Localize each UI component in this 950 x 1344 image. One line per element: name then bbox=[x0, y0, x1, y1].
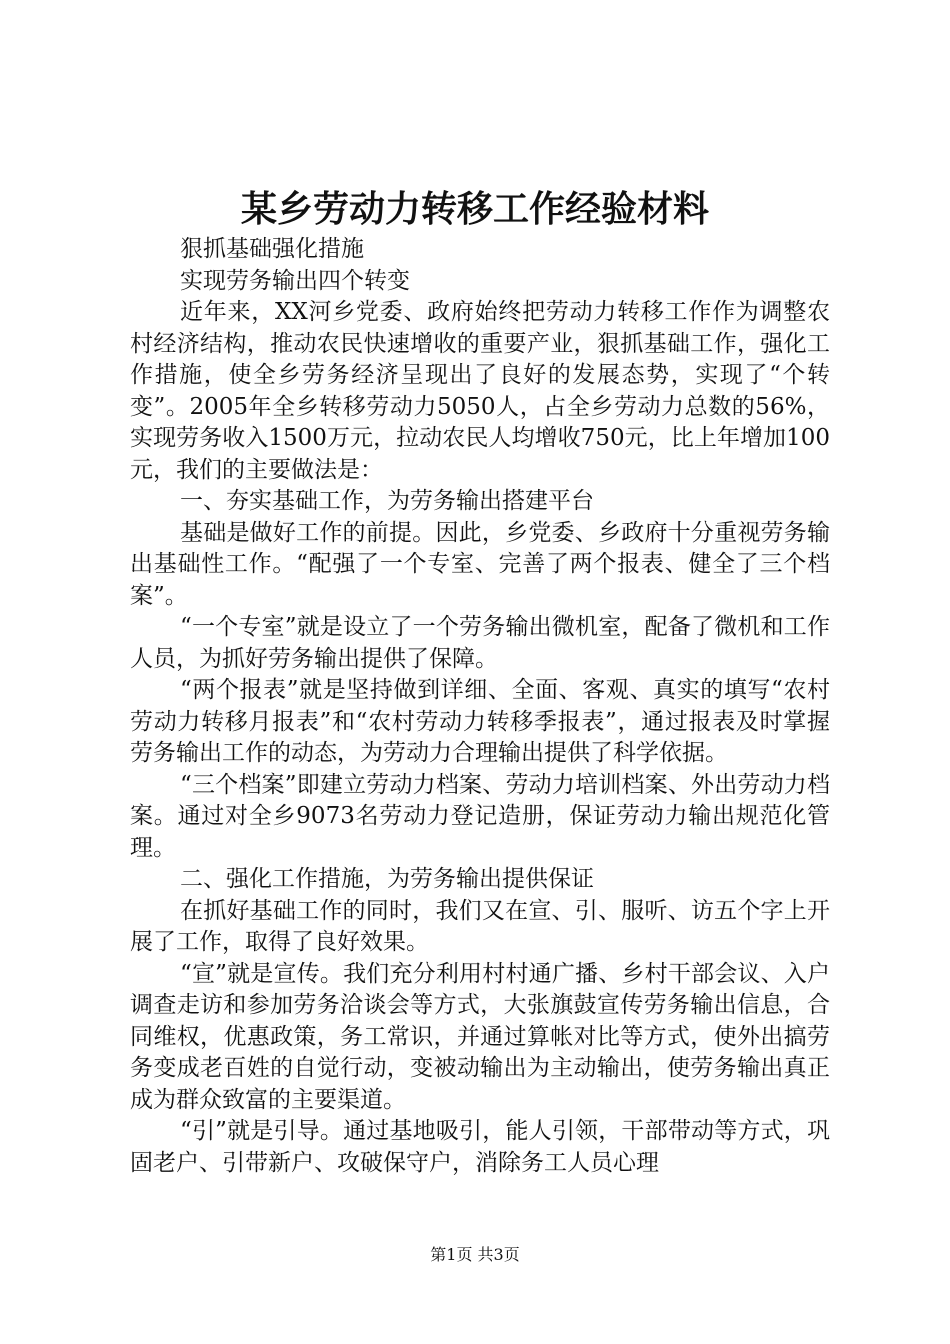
subtitle-line-2: 实现劳务输出四个转变 bbox=[180, 267, 410, 294]
body-paragraph: “两个报表”就是坚持做到详细、全面、客观、真实的填写“农村劳动力转移月报表”和“农村劳动力转移季报表”，通过报表及时掌握劳务输出工作的动态，为劳动力合理输出提供了科学依据。 bbox=[130, 677, 830, 766]
page-footer: 第1页 共3页 bbox=[430, 1245, 520, 1264]
body-paragraph: 在抓好基础工作的同时，我们又在宣、引、服听、访五个字上开展了工作，取得了良好效果。 bbox=[130, 897, 830, 955]
subtitle-line-1: 狠抓基础强化措施 bbox=[180, 236, 364, 262]
section-heading-1: 一、夯实基础工作，为劳务输出搭建平台 bbox=[180, 488, 594, 514]
body-paragraph: “引”就是引导。通过基地吸引，能人引领，干部带动等方式，巩固老户、引带新户、攻破保守户，消除务工人员心理 bbox=[130, 1118, 830, 1176]
body-paragraph: 基础是做好工作的前提。因此，乡党委、乡政府十分重视劳务输出基础性工作。“配强了一个专室、完善了两个报表、健全了三个档案”。 bbox=[130, 519, 830, 609]
document-body bbox=[130, 234, 830, 1179]
body-paragraph: “宣”就是宣传。我们充分利用村村通广播、乡村干部会议、入户调查走访和参加劳务洽谈会等方式，大张旗鼓宣传劳务输出信息，合同维权，优惠政策，务工常识，并通过算帐对比等方式，使外出搞劳务变成老百姓的自觉行动，变被动输出为主动输出，使劳务输出真正成为群众致富的主要渠道。 bbox=[130, 960, 830, 1113]
document-title: 某乡劳动力转移工作经验材料 bbox=[240, 188, 709, 230]
body-paragraph: “三个档案”即建立劳动力档案、劳动力培训档案、外出劳动力档案。通过对全乡9073名劳动力登记造册，保证劳动力输出规范化管理。 bbox=[130, 771, 830, 861]
intro-paragraph: 近年来，XX河乡党委、政府始终把劳动力转移工作作为调整农村经济结构，推动农民快速增收的重要产业，狠抓基础工作，强化工作措施，使全乡劳务经济呈现出了良好的发展态势，实现了“个转变”。2005年全乡转移劳动力5050人，占全乡劳动力总数的56%，实现劳务收入1500万元，拉动农民人均增收750元，比上年增加100元，我们的主要做法是： bbox=[130, 299, 830, 483]
section-heading-2: 二、强化工作措施，为劳务输出提供保证 bbox=[180, 866, 594, 892]
body-paragraph: “一个专室”就是设立了一个劳务输出微机室，配备了微机和工作人员，为抓好劳务输出提供了保障。 bbox=[130, 614, 830, 672]
